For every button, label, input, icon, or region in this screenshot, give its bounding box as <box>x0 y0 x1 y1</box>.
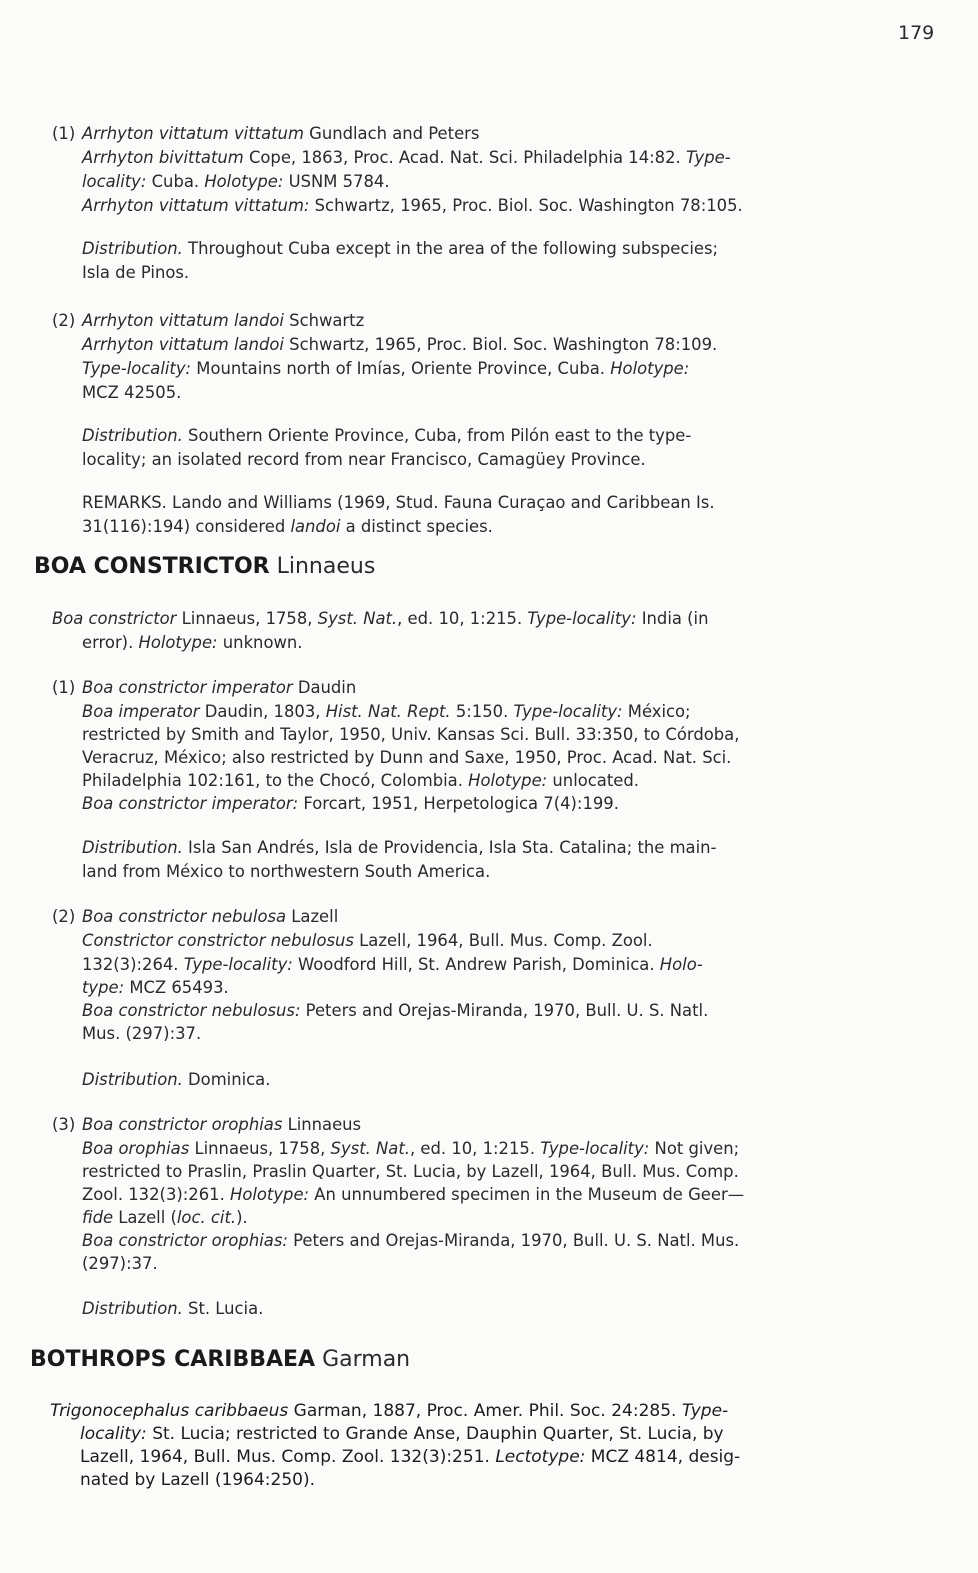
italic-text: loc. cit. <box>176 1208 237 1227</box>
synonym-line <box>82 1183 744 1206</box>
text-run: Lazell, 1964, Bull. Mus. Comp. Zool. 132(3):251. <box>80 1447 496 1467</box>
synonym-line: Mus. (297):37. <box>82 1024 202 1043</box>
entry-number: (1) <box>52 124 76 143</box>
synonym-line: (297):37. <box>82 1254 158 1273</box>
text-run: An unnumbered specimen in the Museum de Geer— <box>309 1185 745 1204</box>
text-run: Garman, 1887, Proc. Amer. Phil. Soc. 24:285. <box>288 1401 682 1421</box>
text-run: ). <box>236 1208 248 1227</box>
text-run: 31(116):194) considered <box>82 517 291 536</box>
distribution-line: locality; an isolated record from near Francisco, Camagüey Province. <box>82 450 646 469</box>
species-heading-bothrops-caribbaea <box>30 1348 410 1371</box>
italic-text: Distribution. <box>82 838 183 857</box>
species-citation-line <box>52 607 708 630</box>
italic-text: Boa constrictor nebulosa <box>82 907 287 926</box>
italic-text: landoi <box>290 517 341 536</box>
italic-text: Holotype: <box>468 771 548 790</box>
italic-text: Boa constrictor orophias <box>82 1115 283 1134</box>
text-run: India (in <box>636 609 709 628</box>
synonym-line: restricted to Praslin, Praslin Quarter, St. Lucia, by Lazell, 1964, Bull. Mus. Comp. <box>82 1162 739 1181</box>
text-run: 5:150. <box>450 702 514 721</box>
text-run: Linnaeus <box>282 1115 362 1134</box>
italic-text: Arrhyton bivittatum <box>82 148 244 167</box>
italic-text: Holotype: <box>230 1185 310 1204</box>
italic-text: Type-locality: <box>513 702 623 721</box>
italic-text: Type-locality: <box>82 359 192 378</box>
italic-text: Holo- <box>659 955 703 974</box>
synonym-line <box>82 170 390 193</box>
text-run: Daudin, 1803, <box>199 702 326 721</box>
italic-text: Type-locality: <box>540 1139 650 1158</box>
synonym-line <box>82 976 229 999</box>
italic-text: Syst. Nat. <box>330 1139 410 1158</box>
italic-text: Boa imperator <box>82 702 200 721</box>
text-run: Philadelphia 102:161, to the Chocó, Colombia. <box>82 771 469 790</box>
synonym-line <box>82 333 717 356</box>
synonym-line <box>82 146 731 169</box>
text-run: Garman <box>315 1347 411 1372</box>
text-run: Linnaeus <box>269 554 376 579</box>
entry-number: (3) <box>52 1115 76 1134</box>
text-run: Cuba. <box>146 172 205 191</box>
italic-text: Arrhyton vittatum vittatum: <box>82 196 310 215</box>
text-run: BOTHROPS CARIBBAEA <box>30 1347 316 1372</box>
distribution-line <box>82 1068 270 1091</box>
text-run: Gundlach and Peters <box>303 124 480 143</box>
text-run: Lazell ( <box>113 1208 177 1227</box>
italic-text: Boa constrictor nebulosus: <box>82 1001 301 1020</box>
taxon-line <box>82 905 338 928</box>
synonym-line <box>50 1400 728 1423</box>
entry-number: (2) <box>52 907 76 926</box>
species-citation-line <box>82 631 302 654</box>
taxon-line <box>82 1113 361 1136</box>
text-run: Forcart, 1951, Herpetologica 7(4):199. <box>298 794 619 813</box>
text-run: unlocated. <box>547 771 639 790</box>
distribution-line <box>82 836 716 859</box>
italic-text: Distribution. <box>82 426 183 445</box>
text-run: Lazell <box>286 907 339 926</box>
synonym-line <box>82 769 639 792</box>
text-run: MCZ 4814, desig- <box>585 1447 741 1467</box>
text-run: Throughout Cuba except in the area of the following subspecies; <box>182 239 719 258</box>
synonym-line <box>80 1423 724 1446</box>
text-run: MCZ 65493. <box>124 978 229 997</box>
synonym-line <box>82 1137 739 1160</box>
text-run: Lazell, 1964, Bull. Mus. Comp. Zool. <box>353 931 653 950</box>
text-run: error). <box>82 633 139 652</box>
text-run: Linnaeus, 1758, <box>189 1139 331 1158</box>
synonym-line: nated by Lazell (1964:250). <box>80 1470 315 1490</box>
synonym-line <box>82 953 703 976</box>
italic-text: Lectotype: <box>495 1447 586 1467</box>
entry-number: (1) <box>52 678 76 697</box>
italic-text: type: <box>82 978 125 997</box>
italic-text: Boa constrictor orophias: <box>82 1231 288 1250</box>
entry-number: (2) <box>52 311 76 330</box>
italic-text: fide <box>82 1208 114 1227</box>
taxon-line <box>82 676 356 699</box>
italic-text: Distribution. <box>82 239 183 258</box>
italic-text: Holotype: <box>138 633 218 652</box>
taxon-line <box>82 122 479 145</box>
text-run: Peters and Orejas-Miranda, 1970, Bull. U. S. Natl. Mus. <box>287 1231 740 1250</box>
text-run: Zool. 132(3):261. <box>82 1185 230 1204</box>
synonym-line <box>82 700 691 723</box>
italic-text: Boa constrictor imperator: <box>82 794 299 813</box>
text-run: Southern Oriente Province, Cuba, from Pilón east to the type- <box>182 426 692 445</box>
italic-text: Boa orophias <box>82 1139 190 1158</box>
italic-text: locality: <box>82 172 147 191</box>
synonym-line <box>82 194 743 217</box>
text-run: Schwartz, 1965, Proc. Biol. Soc. Washington 78:109. <box>283 335 718 354</box>
italic-text: Hist. Nat. Rept. <box>325 702 451 721</box>
species-heading-boa-constrictor <box>34 555 375 578</box>
distribution-line <box>82 237 718 260</box>
text-run: unknown. <box>217 633 303 652</box>
synonym-line <box>82 792 619 815</box>
page-number: 179 <box>898 22 935 44</box>
text-run: Schwartz, 1965, Proc. Biol. Soc. Washington 78:105. <box>309 196 743 215</box>
synonym-line <box>82 999 708 1022</box>
synonym-line <box>82 929 653 952</box>
text-run: Daudin <box>292 678 357 697</box>
italic-text: Type-locality: <box>183 955 293 974</box>
italic-text: Trigonocephalus caribbaeus <box>50 1401 289 1421</box>
italic-text: Constrictor constrictor nebulosus <box>82 931 354 950</box>
text-run: Mountains north of Imías, Oriente Province, Cuba. <box>191 359 611 378</box>
text-run: Peters and Orejas-Miranda, 1970, Bull. U. S. Natl. <box>300 1001 709 1020</box>
distribution-line: land from México to northwestern South America. <box>82 862 491 881</box>
text-run: Dominica. <box>182 1070 271 1089</box>
synonym-line: MCZ 42505. <box>82 383 182 402</box>
distribution-line: Isla de Pinos. <box>82 263 190 282</box>
text-run: St. Lucia; restricted to Grande Anse, Dauphin Quarter, St. Lucia, by <box>146 1424 724 1444</box>
synonym-line <box>82 1206 248 1229</box>
synonym-line: Veracruz, México; also restricted by Dunn and Saxe, 1950, Proc. Acad. Nat. Sci. <box>82 748 732 767</box>
text-run: 132(3):264. <box>82 955 184 974</box>
text-run: a distinct species. <box>340 517 493 536</box>
text-run: Schwartz <box>283 311 365 330</box>
taxon-line <box>82 309 364 332</box>
text-run: BOA CONSTRICTOR <box>34 554 270 579</box>
italic-text: Type-locality: <box>527 609 637 628</box>
italic-text: Arrhyton vittatum vittatum <box>82 124 304 143</box>
text-run: Cope, 1863, Proc. Acad. Nat. Sci. Philadelphia 14:82. <box>243 148 686 167</box>
italic-text: Distribution. <box>82 1299 183 1318</box>
italic-text: Boa constrictor <box>52 609 177 628</box>
text-run: México; <box>622 702 691 721</box>
remarks-line: REMARKS. Lando and Williams (1969, Stud. Fauna Curaçao and Caribbean Is. <box>82 493 715 512</box>
text-run: Isla San Andrés, Isla de Providencia, Isla Sta. Catalina; the main- <box>182 838 717 857</box>
distribution-line <box>82 424 691 447</box>
italic-text: Type- <box>681 1401 729 1421</box>
synonym-line <box>80 1446 740 1469</box>
text-run: St. Lucia. <box>182 1299 264 1318</box>
synonym-line: restricted by Smith and Taylor, 1950, Univ. Kansas Sci. Bull. 33:350, to Córdoba, <box>82 725 740 744</box>
italic-text: locality: <box>80 1424 147 1444</box>
text-run: Not given; <box>649 1139 740 1158</box>
italic-text: Type- <box>685 148 731 167</box>
italic-text: Arrhyton vittatum landoi <box>82 311 284 330</box>
distribution-line <box>82 1297 263 1320</box>
italic-text: Syst. Nat. <box>317 609 398 628</box>
italic-text: Boa constrictor imperator <box>82 678 293 697</box>
text-run: , ed. 10, 1:215. <box>409 1139 541 1158</box>
remarks-line <box>82 515 493 538</box>
italic-text: Holotype: <box>610 359 690 378</box>
text-run: Linnaeus, 1758, <box>176 609 318 628</box>
italic-text: Holotype: <box>204 172 284 191</box>
text-run: , ed. 10, 1:215. <box>397 609 528 628</box>
text-run: Woodford Hill, St. Andrew Parish, Dominica. <box>292 955 660 974</box>
italic-text: Distribution. <box>82 1070 183 1089</box>
text-run: USNM 5784. <box>283 172 390 191</box>
italic-text: Arrhyton vittatum landoi <box>82 335 284 354</box>
synonym-line <box>82 357 689 380</box>
synonym-line <box>82 1229 739 1252</box>
